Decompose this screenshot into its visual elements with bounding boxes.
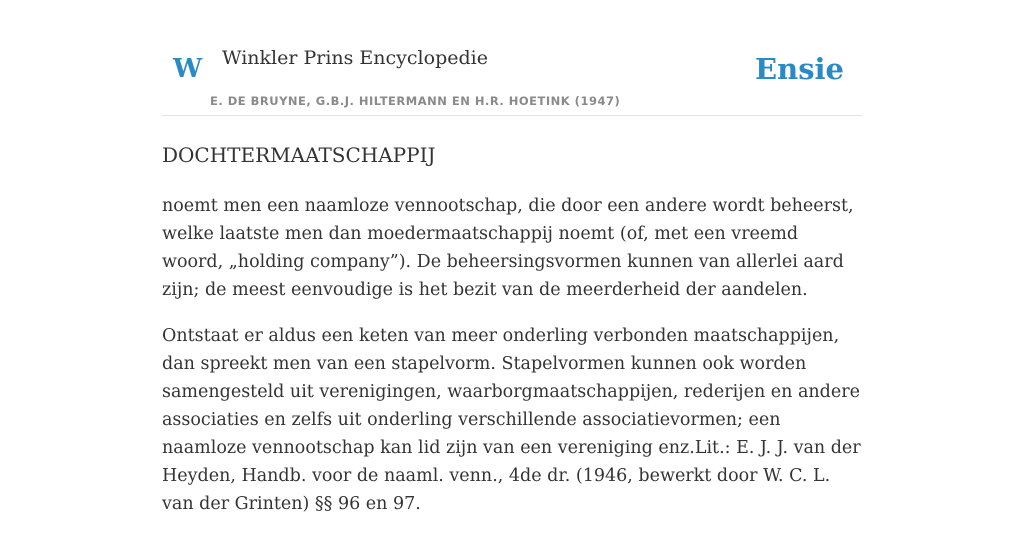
site-title[interactable]: Winkler Prins Encyclopedie <box>222 47 488 69</box>
ensie-logo[interactable]: Ensie <box>755 52 844 86</box>
authors-line: E. DE BRUYNE, G.B.J. HILTERMANN EN H.R. HOETINK (1947) <box>210 94 621 108</box>
article-paragraph: Ontstaat er aldus een keten van meer onderling verbonden maatschappijen, dan spreekt men van een stapelvorm. Stapelvormen kunnen ook worden samengesteld uit verenigingen, waarborgmaatschappijen, rederijen en andere associaties en zelfs uit onderling verschillende associatievormen; een naamloze vennootschap kan lid zijn van een vereniging enz.Lit.: E. J. J. van der Heyden, Handb. voor de naaml. venn., 4de dr. (1946, bewerkt door W. C. L. van der Grinten) §§ 96 en 97. <box>162 326 861 514</box>
entry-title: DOCHTERMAATSCHAPPIJ <box>162 143 436 167</box>
site-header <box>162 0 862 116</box>
winkler-prins-logo[interactable]: W <box>173 54 203 84</box>
article <box>162 140 862 536</box>
article-paragraph: noemt men een naamloze vennootschap, die door een andere wordt beheerst, welke laatste men dan moedermaatschappij noemt (of, met een vreemd woord, „holding company”). De beheersingsvormen kunnen van allerlei aard zijn; de meest eenvoudige is het bezit van de meerderheid der aandelen. <box>162 196 854 300</box>
